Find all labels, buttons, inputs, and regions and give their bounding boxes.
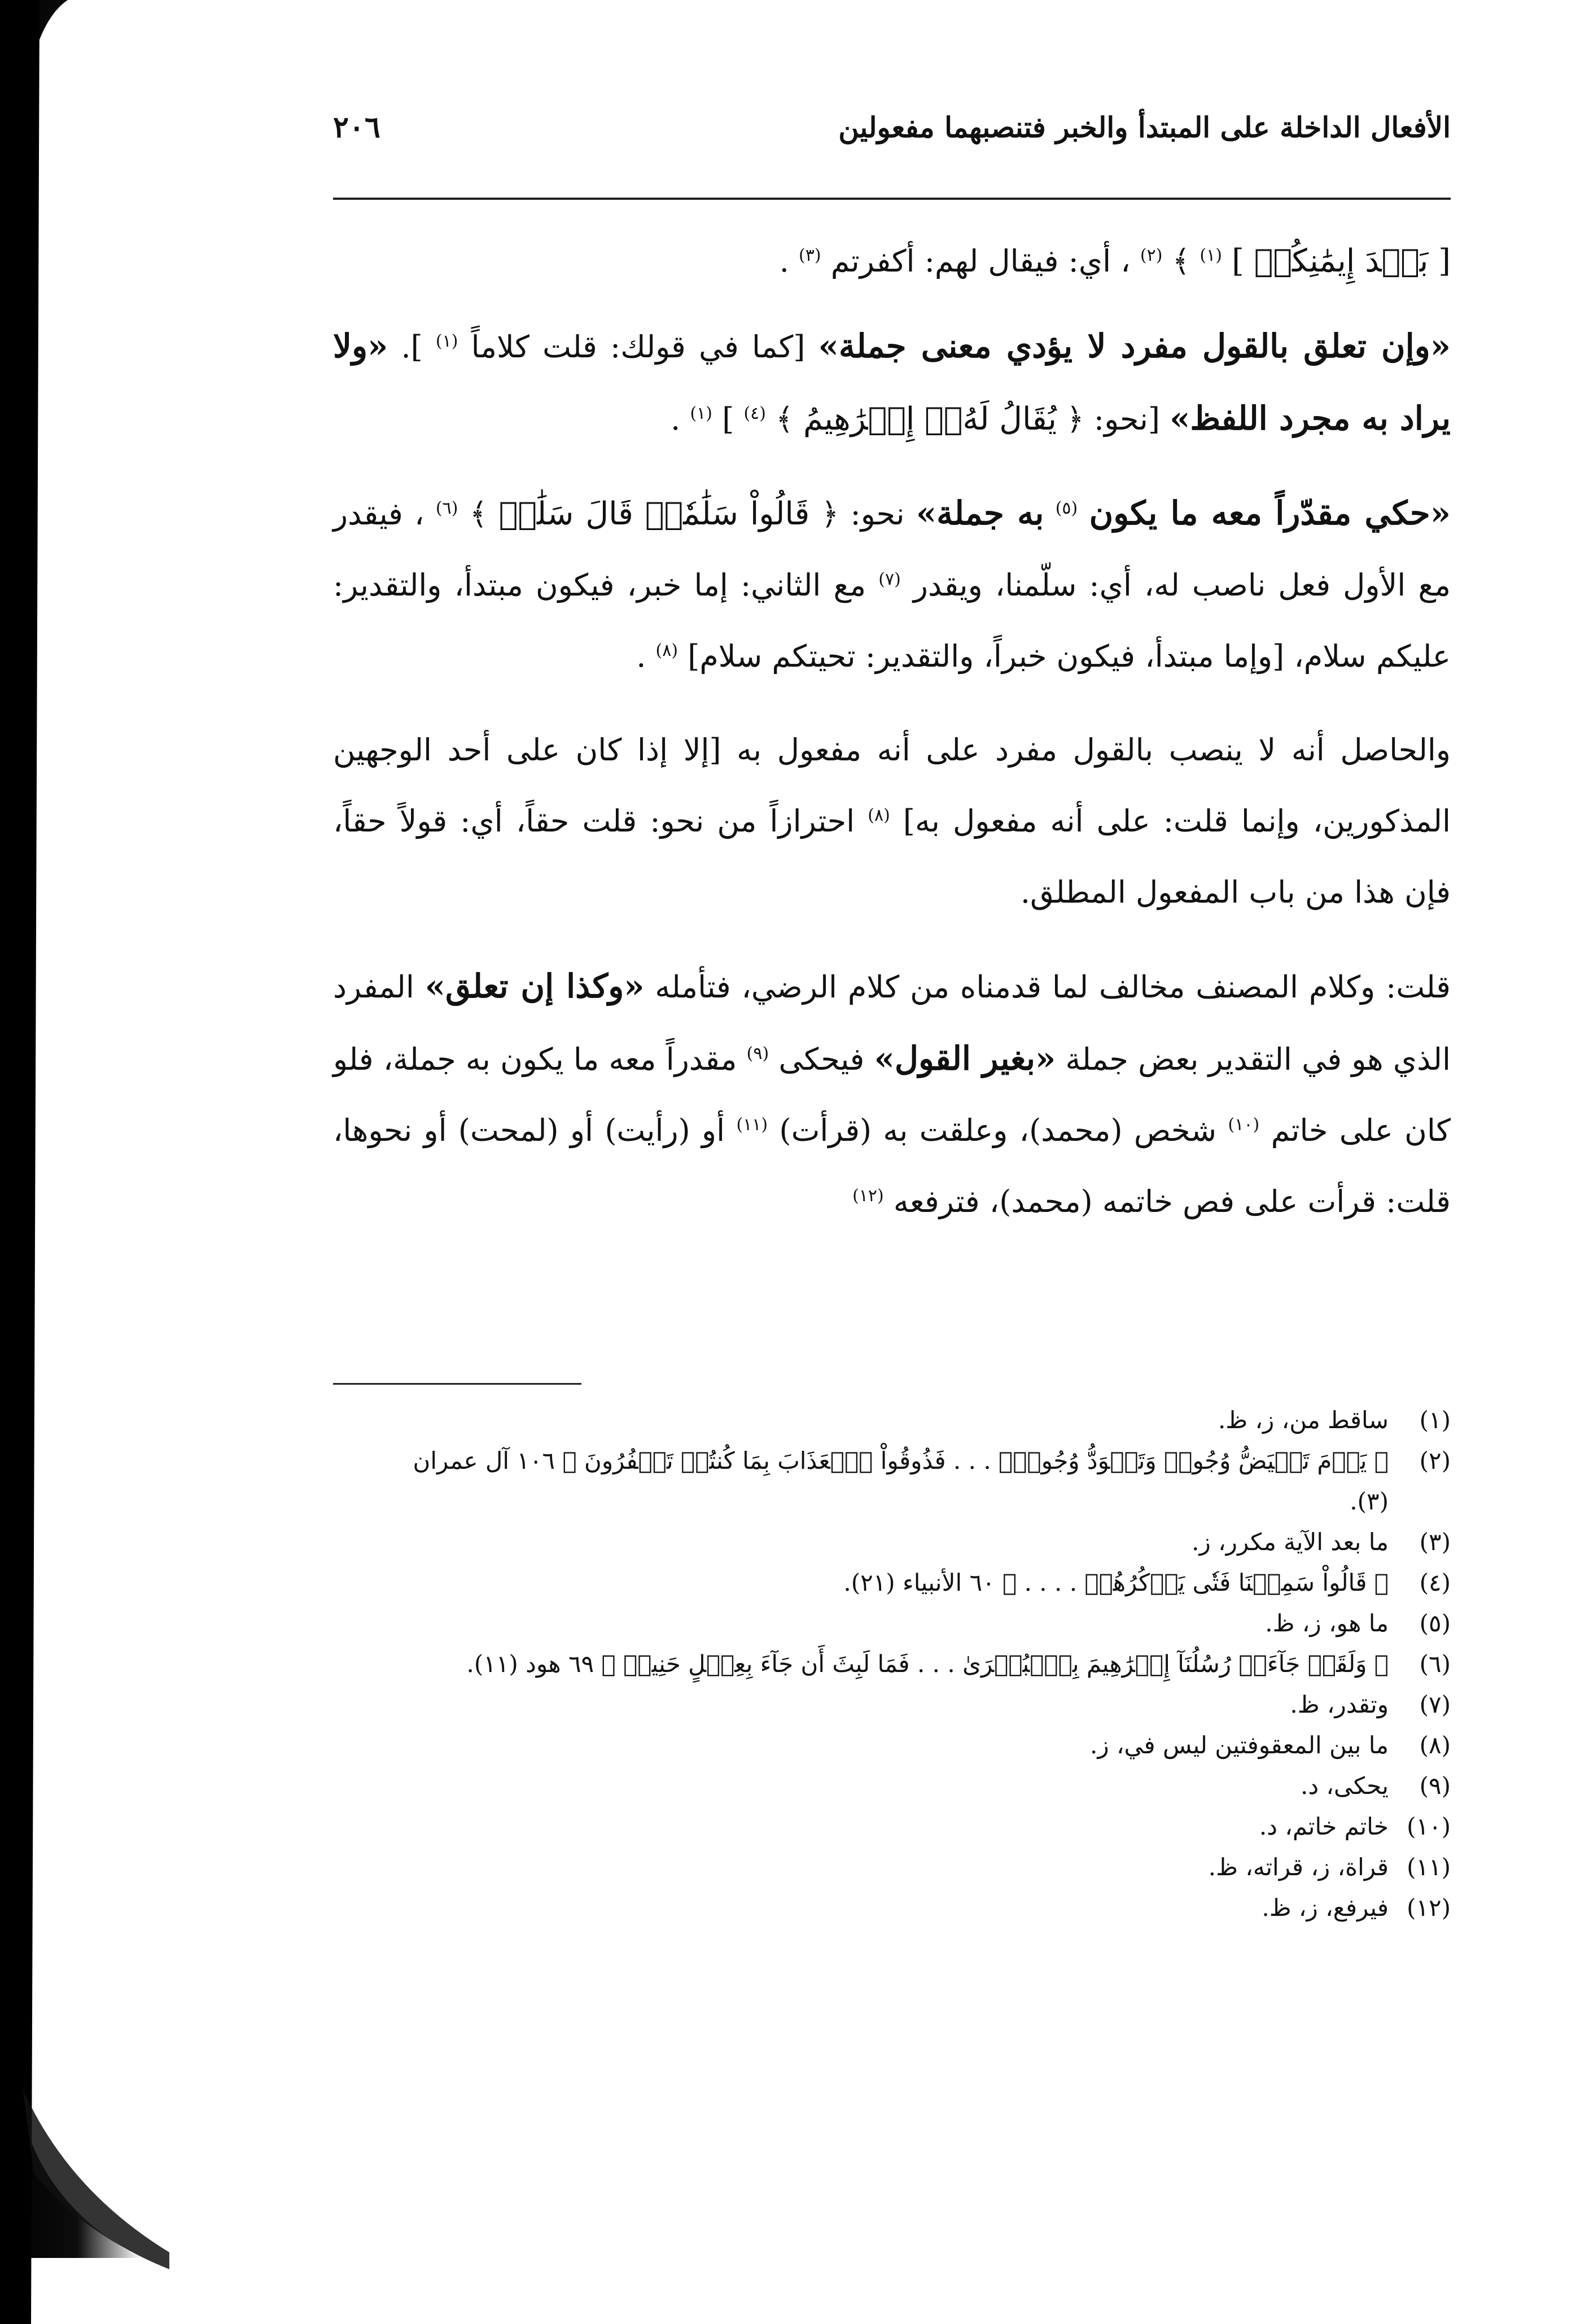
text-run: والحاصل أنه لا ينصب بالقول مفرد على أنه مفعول به [إلا إذا كان على أحد الوجهين المذكورين، وإنما قلت: على أنه مفعول به] — [333, 732, 1451, 839]
footnote-text: ﴿ وَلَقَدۡ جَآءَتۡ رُسُلُنَآ إِبۡرَٰهِيمَ بِٱلۡبُشۡرَىٰ . . . فَمَا لَبِثَ أَن جَآءَ بِعِجۡلٍ حَنِيذٖ ﴾ ٦٩ هود (١١). — [466, 1650, 1389, 1678]
footnote — [333, 1725, 1451, 1766]
footnote-number: (٦) — [1419, 1650, 1451, 1678]
text-run: ﴾ — [469, 496, 488, 532]
text-run: ، أي: فيقال لهم: أكفرتم — [830, 243, 1131, 279]
footnote-number: (٧) — [1419, 1691, 1451, 1718]
footnote — [333, 1644, 1451, 1684]
footnote-text: خاتم خاتم، د. — [1259, 1813, 1389, 1840]
footnote-number: (١٢) — [1407, 1894, 1451, 1922]
quran-verse: يُقَالُ لَهُۥٓ إِبۡرَٰهِيمُ — [803, 401, 1057, 437]
text-run: ، فيقدر مع الأول فعل ناصب له، أي: سلّمنا، ويقدر — [333, 496, 1451, 603]
footnote-text: قراة، ز، قراته، ظ. — [1208, 1853, 1389, 1881]
footnote — [333, 1603, 1451, 1644]
footnote — [333, 1400, 1451, 1441]
text-run: فيحكى — [778, 1041, 865, 1077]
text-run: ]. — [388, 329, 423, 365]
footnote — [333, 1522, 1451, 1563]
quran-verse: قَالُواْ سَلَٰمٗاۖ قَالَ سَلَٰمٞ — [498, 496, 810, 532]
footnote-ref: (٦) — [435, 498, 458, 518]
footnote-ref: (١٠) — [1228, 1115, 1260, 1135]
footnote-ref: (٤) — [743, 404, 766, 423]
text-run: . — [671, 401, 681, 437]
header-rule — [333, 198, 1451, 200]
footnote — [333, 1441, 1451, 1481]
main-text — [333, 226, 1451, 1260]
footnote — [333, 1766, 1451, 1806]
quran-bracket: ﴾ — [1172, 243, 1190, 279]
book-page — [333, 96, 1451, 2297]
footnote-ref: (١١) — [736, 1115, 768, 1135]
footnote — [333, 1563, 1451, 1603]
text-run: ﴾ — [776, 401, 794, 437]
footnote-text: ما بين المعقوفتين ليس في، ز. — [1089, 1731, 1389, 1759]
text-run: أو (رأيت) أو (لمحت) أو نحوها، قلت: قرأت على فص خاتمه (محمد)، فترفعه — [333, 1113, 1451, 1219]
footnote-continuation — [333, 1481, 1451, 1522]
text-run: . — [779, 243, 789, 279]
footnotes — [333, 1400, 1451, 1928]
footnote-number: (٤) — [1419, 1569, 1451, 1596]
footnote — [333, 1847, 1451, 1888]
footnote-text: ما بعد الآية مكرر، ز. — [1192, 1528, 1389, 1556]
text-run: [كما في قولك: قلت كلاماً — [471, 329, 805, 365]
footnote-number: (٩) — [1419, 1772, 1451, 1800]
text-run: [نحو: ﴿ — [1066, 401, 1160, 437]
footnote-ref: (٨) — [868, 806, 890, 825]
footnote-ref: (٢) — [1140, 246, 1163, 265]
footnote-ref: (١) — [690, 404, 713, 423]
footnote-text: ما هو، ز، ظ. — [1265, 1609, 1389, 1637]
text-run: . — [636, 638, 646, 674]
footnote-number: (١) — [1419, 1406, 1451, 1434]
running-title: الأفعال الداخلة على المبتدأ والخبر فتنصبهما مفعولين — [838, 110, 1451, 144]
paragraph-4 — [333, 715, 1451, 928]
paragraph-2 — [333, 310, 1451, 455]
footnote-number: (٣) — [1419, 1528, 1451, 1556]
binding-shadow — [0, 0, 169, 2324]
text-run: مع الثاني: إما خبر، فيكون مبتدأ، والتقدير: عليكم سلام، [وإما مبتدأ، فيكون خبراً، والتقدير: تحيتكم سلام] — [333, 567, 1451, 674]
footnote-ref: (١) — [1199, 246, 1222, 265]
text-run: نحو: ﴿ — [821, 496, 905, 532]
matn-text: «وإن تعلق بالقول مفرد لا يؤدي معنى جملة» — [818, 327, 1451, 365]
footnote-text: فيرفع، ز، ظ. — [1262, 1894, 1389, 1922]
footnote-ref: (٩) — [746, 1044, 769, 1063]
paragraph-1 — [333, 226, 1451, 297]
page-header — [333, 96, 1451, 158]
footnote — [333, 1684, 1451, 1725]
paragraph-5 — [333, 951, 1451, 1237]
footnote-ref: (٨) — [655, 641, 678, 660]
text-run: شخص (محمد)، وعلقت به (قرأت) — [779, 1113, 1217, 1148]
matn-text: «حكي مقدّراً معه ما يكون — [1089, 494, 1451, 532]
footnote-number: (١٠) — [1407, 1813, 1451, 1840]
footnote-text: (٣). — [1350, 1487, 1389, 1515]
matn-text: «بغير القول» — [874, 1039, 1056, 1078]
matn-text: «وكذا إن تعلق» — [424, 967, 645, 1005]
footnote-number: (٥) — [1419, 1609, 1451, 1637]
text-run: احترازاً من نحو: قلت حقاً، أي: قولاً حقاً، فإن هذا من باب المفعول المطلق. — [333, 803, 1451, 910]
text-run: المفرد الذي هو في التقدير بعض جملة — [333, 969, 1451, 1077]
text-run: مقدراً معه ما يكون به جملة، فلو كان على خاتم — [333, 1041, 1451, 1148]
footnote-number: (٢) — [1419, 1447, 1451, 1474]
footnote-number: (٨) — [1419, 1731, 1451, 1759]
footnote-text: ﴿ يَوۡمَ تَبۡيَضُّ وُجُوهٞ وَتَسۡوَدُّ وُجُوهٞۚ . . . فَذُوقُواْ ٱلۡعَذَابَ بِمَا كُنتُمۡ تَكۡفُرُونَ ﴾ ١٠٦ آل عمران — [413, 1447, 1389, 1474]
footnote-text: ساقط من، ز، ظ. — [1218, 1406, 1389, 1434]
footnote-number: (١١) — [1407, 1853, 1451, 1881]
footnote-separator — [333, 1383, 581, 1385]
footnote-ref: (٣) — [799, 246, 821, 265]
footnote-text: ﴿ قَالُواْ سَمِعۡنَا فَتٗى يَذۡكُرُهُمۡ . . . . ﴾ ٦٠ الأنبياء (٢١). — [843, 1569, 1389, 1596]
text-run: قلت: وكلام المصنف مخالف لما قدمناه من كلام الرضي، فتأمله — [644, 969, 1451, 1005]
text-run: ] — [722, 401, 734, 437]
footnote-text: يحكى، د. — [1301, 1772, 1389, 1800]
quran-fragment: [ بَعۡدَ إِيمَٰنِكُمۡ ] — [1232, 243, 1451, 279]
footnote-ref: (١٢) — [852, 1186, 884, 1206]
page-number: ٢٠٦ — [333, 110, 380, 145]
footnote-ref: (١) — [435, 331, 458, 351]
footnote-ref: (٥) — [1055, 498, 1078, 518]
paragraph-3 — [333, 478, 1451, 692]
matn-text: «ولا يراد به مجرد اللفظ» — [333, 327, 1451, 437]
footnote-ref: (٧) — [878, 570, 901, 589]
matn-text: به جملة» — [916, 494, 1044, 532]
footnote — [333, 1888, 1451, 1928]
footnote-text: وتقدر، ظ. — [1290, 1691, 1389, 1718]
footnote — [333, 1806, 1451, 1847]
